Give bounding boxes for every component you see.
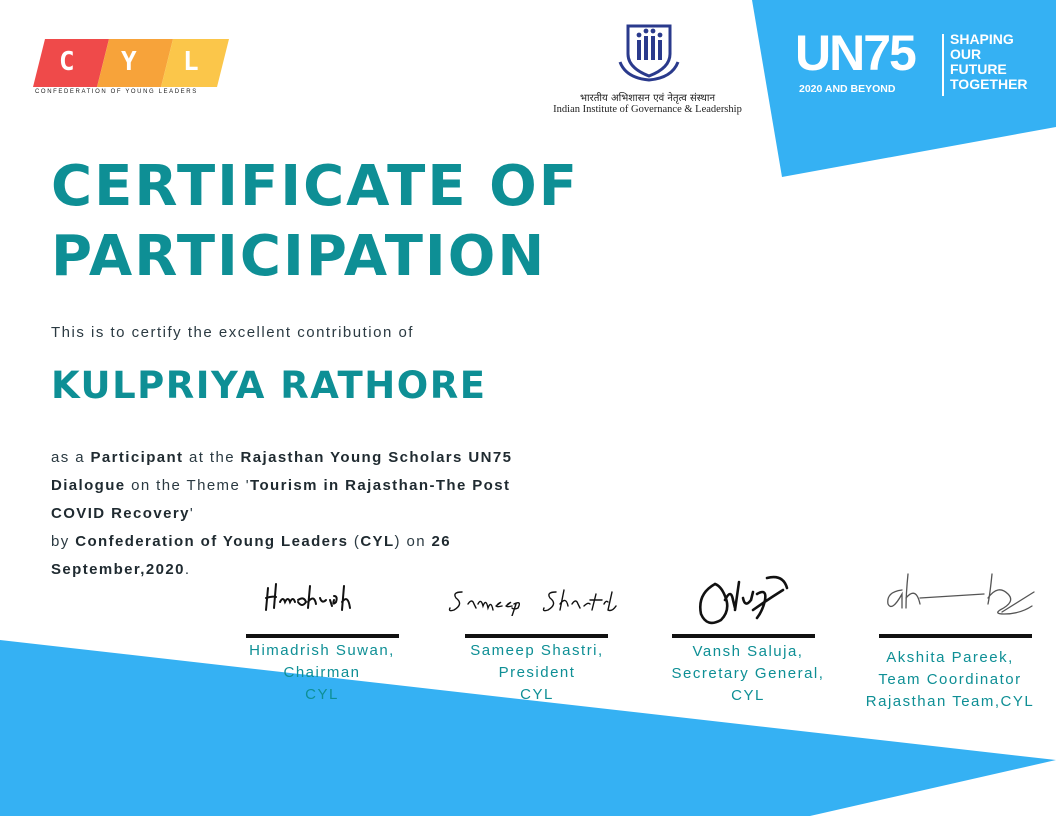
cyl-tagline: CONFEDERATION OF YOUNG LEADERS <box>35 89 198 95</box>
body-text-part: as a <box>51 449 91 466</box>
signatory-org: CYL <box>520 686 554 703</box>
signatory-title: Secretary General, <box>671 665 825 682</box>
event-date: 26 September,2020 <box>51 533 452 578</box>
signatory-title: Team Coordinator <box>878 671 1022 688</box>
signature-line <box>879 634 1032 638</box>
signatory-org: CYL <box>731 687 765 704</box>
cyl-letter-y: Y <box>121 47 137 77</box>
signatory-himadrish <box>222 640 422 706</box>
role-text: Participant <box>90 449 184 466</box>
iigl-english-name: Indian Institute of Governance & Leadership <box>553 104 742 115</box>
slogan-line: OUR <box>950 46 982 62</box>
signatory-vansh <box>648 641 848 707</box>
theme-text: Tourism in Rajasthan-The Post COVID Recovery <box>51 477 511 522</box>
signature-line <box>246 634 399 638</box>
signatory-title: Chairman <box>283 664 361 681</box>
cyl-letter-c: C <box>59 47 75 77</box>
iigl-hindi-name: भारतीय अभिशासन एवं नेतृत्व संस्थान <box>579 93 715 104</box>
signatory-name: Sameep Shastri, <box>470 642 604 659</box>
signatory-title: President <box>498 664 576 681</box>
title-line-2: PARTICIPATION <box>51 224 547 289</box>
un75-slogan <box>950 32 1028 92</box>
organizer-name: Confederation of Young Leaders <box>75 533 349 550</box>
body-text-part: . <box>184 561 191 578</box>
title-line-1: CERTIFICATE OF <box>51 154 579 219</box>
cyl-logo <box>33 39 229 99</box>
signature-sameep <box>448 584 628 616</box>
cyl-letter-l: L <box>183 47 199 77</box>
slogan-line: SHAPING <box>950 31 1014 47</box>
body-text-part: ) on <box>394 533 432 550</box>
signature-vansh <box>695 570 795 628</box>
un75-mark: UN75 <box>795 25 915 81</box>
certificate-body <box>51 444 521 584</box>
un75-logo <box>795 25 1028 100</box>
signatory-org: CYL <box>305 686 339 703</box>
body-text-part: ( <box>348 533 361 550</box>
iigl-emblem-icon <box>618 22 680 82</box>
signature-line <box>465 634 608 638</box>
certificate-title <box>51 152 579 292</box>
intro-text: This is to certify the excellent contribution of <box>51 324 414 341</box>
signatory-name: Himadrish Suwan, <box>249 642 395 659</box>
signatory-org: Rajasthan Team,CYL <box>865 693 1035 710</box>
signatory-name: Akshita Pareek, <box>886 649 1014 666</box>
un75-subtitle: 2020 AND BEYOND <box>799 83 896 95</box>
signatory-akshita <box>852 647 1048 713</box>
organizer-short: CYL <box>360 533 395 550</box>
recipient-name: KULPRIYA RATHORE <box>51 364 487 407</box>
body-text-part: at the <box>183 449 241 466</box>
signatory-name: Vansh Saluja, <box>692 643 804 660</box>
signature-line <box>672 634 815 638</box>
slogan-line: TOGETHER <box>950 76 1028 92</box>
body-text-part: ' <box>189 505 195 522</box>
un75-divider <box>942 34 944 96</box>
event-name: Rajasthan Young Scholars UN75 Dialogue <box>51 449 513 494</box>
signature-himadrish <box>262 578 366 618</box>
body-text-part: on the Theme ' <box>125 477 251 494</box>
signatory-sameep <box>437 640 637 706</box>
slogan-line: FUTURE <box>950 61 1007 77</box>
signature-akshita <box>884 568 1040 626</box>
iigl-logo <box>540 22 755 122</box>
body-text-part: by <box>51 533 76 550</box>
